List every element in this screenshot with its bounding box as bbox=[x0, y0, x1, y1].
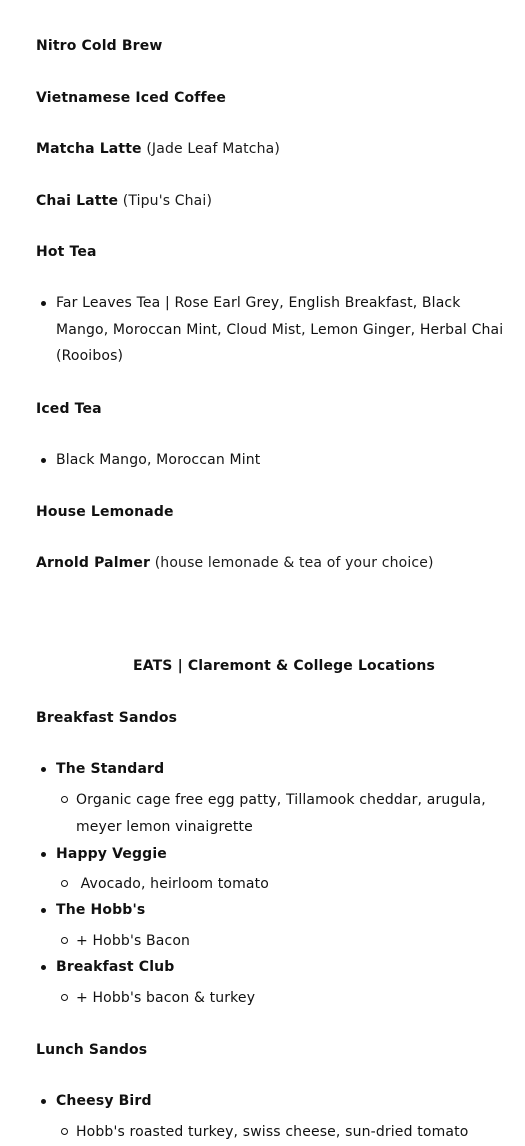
list-item-the-hobbs: The Hobb's bbox=[56, 897, 145, 924]
sub-item-veggie-desc: Avocado, heirloom tomato bbox=[76, 871, 269, 898]
list-item-cheesy-bird: Cheesy Bird bbox=[56, 1088, 152, 1115]
line: Mango, Moroccan Mint, Cloud Mist, Lemon Ginger, Herbal Chai bbox=[56, 321, 504, 338]
item-hot-tea: Hot Tea bbox=[36, 244, 97, 260]
line: (Rooibos) bbox=[56, 348, 124, 364]
item-note: (Jade Leaf Matcha) bbox=[141, 141, 281, 157]
sub-item-club-desc: + Hobb's bacon & turkey bbox=[76, 985, 255, 1012]
list-item-breakfast-club: Breakfast Club bbox=[56, 954, 174, 981]
list-item-happy-veggie: Happy Veggie bbox=[56, 841, 167, 868]
sub-item-bird-desc: Hobb's roasted turkey, swiss cheese, sun-dried tomato bbox=[76, 1119, 468, 1146]
list-item-the-standard: The Standard bbox=[56, 756, 164, 783]
item-matcha-latte bbox=[36, 136, 280, 162]
item-chai-latte bbox=[36, 188, 212, 214]
line: meyer lemon vinaigrette bbox=[76, 818, 253, 835]
item-nitro-cold-brew: Nitro Cold Brew bbox=[36, 38, 163, 54]
subheading-breakfast-sandos: Breakfast Sandos bbox=[36, 710, 178, 726]
sub-item-hobbs-desc: + Hobb's Bacon bbox=[76, 928, 190, 955]
item-vietnamese-iced-coffee: Vietnamese Iced Coffee bbox=[36, 90, 227, 106]
item-name: Matcha Latte bbox=[36, 141, 142, 157]
item-note: (house lemonade & tea of your choice) bbox=[150, 555, 434, 571]
sub-item-standard-desc bbox=[76, 787, 486, 840]
section-heading-eats: EATS | Claremont & College Locations bbox=[133, 658, 436, 674]
line: Organic cage free egg patty, Tillamook cheddar, arugula, bbox=[76, 792, 486, 808]
item-note: (Tipu's Chai) bbox=[118, 193, 213, 209]
list-item-hot-tea-varieties bbox=[56, 290, 516, 370]
item-house-lemonade: House Lemonade bbox=[36, 504, 174, 520]
item-name: Chai Latte bbox=[36, 193, 119, 209]
item-name: Arnold Palmer bbox=[36, 555, 151, 571]
item-iced-tea: Iced Tea bbox=[36, 401, 102, 417]
item-arnold-palmer bbox=[36, 550, 434, 576]
line: Far Leaves Tea | Rose Earl Grey, English Breakfast, Black bbox=[56, 295, 461, 311]
list-item-iced-tea-varieties: Black Mango, Moroccan Mint bbox=[56, 447, 260, 474]
subheading-lunch-sandos: Lunch Sandos bbox=[36, 1042, 148, 1058]
